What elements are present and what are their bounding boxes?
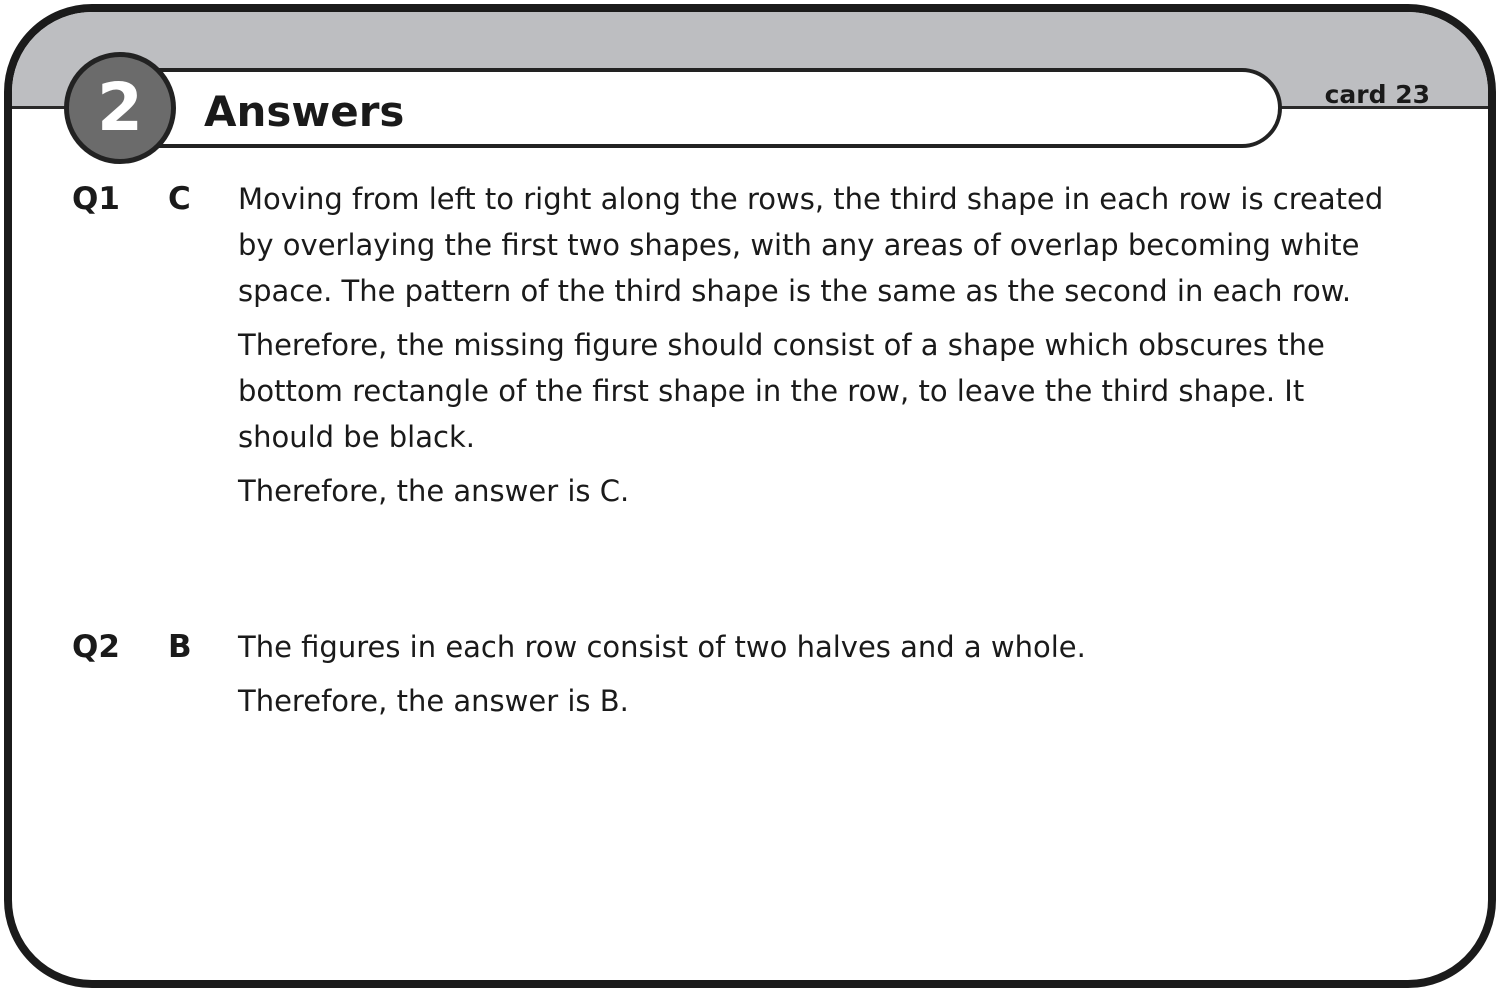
- explanation-paragraph: Therefore, the answer is B.: [238, 684, 629, 718]
- question-number: Q1: [72, 181, 120, 217]
- answer-explanation: [238, 624, 1388, 732]
- answer-card: [4, 4, 1496, 988]
- page-title: Answers: [204, 87, 405, 136]
- card-number-label: card 23: [1324, 80, 1430, 109]
- explanation-paragraph: Therefore, the answer is C.: [238, 474, 630, 508]
- question-number: Q2: [72, 629, 120, 665]
- answer-letter: C: [168, 181, 191, 217]
- answer-explanation: [238, 176, 1388, 522]
- section-number-badge: 2: [64, 52, 176, 164]
- answer-letter: B: [168, 629, 192, 665]
- explanation-paragraph: The figures in each row consist of two halves and a whole.: [238, 630, 1086, 664]
- explanation-paragraph: Moving from left to right along the rows, the third shape in each row is created by overlaying the first two shapes, with any areas of overlap becoming white space. The pattern of the third shape is the same as the second in each row.: [238, 182, 1384, 308]
- explanation-paragraph: Therefore, the missing figure should consist of a shape which obscures the bottom rectangle of the first shape in the row, to leave the third shape. It should be black.: [238, 328, 1325, 454]
